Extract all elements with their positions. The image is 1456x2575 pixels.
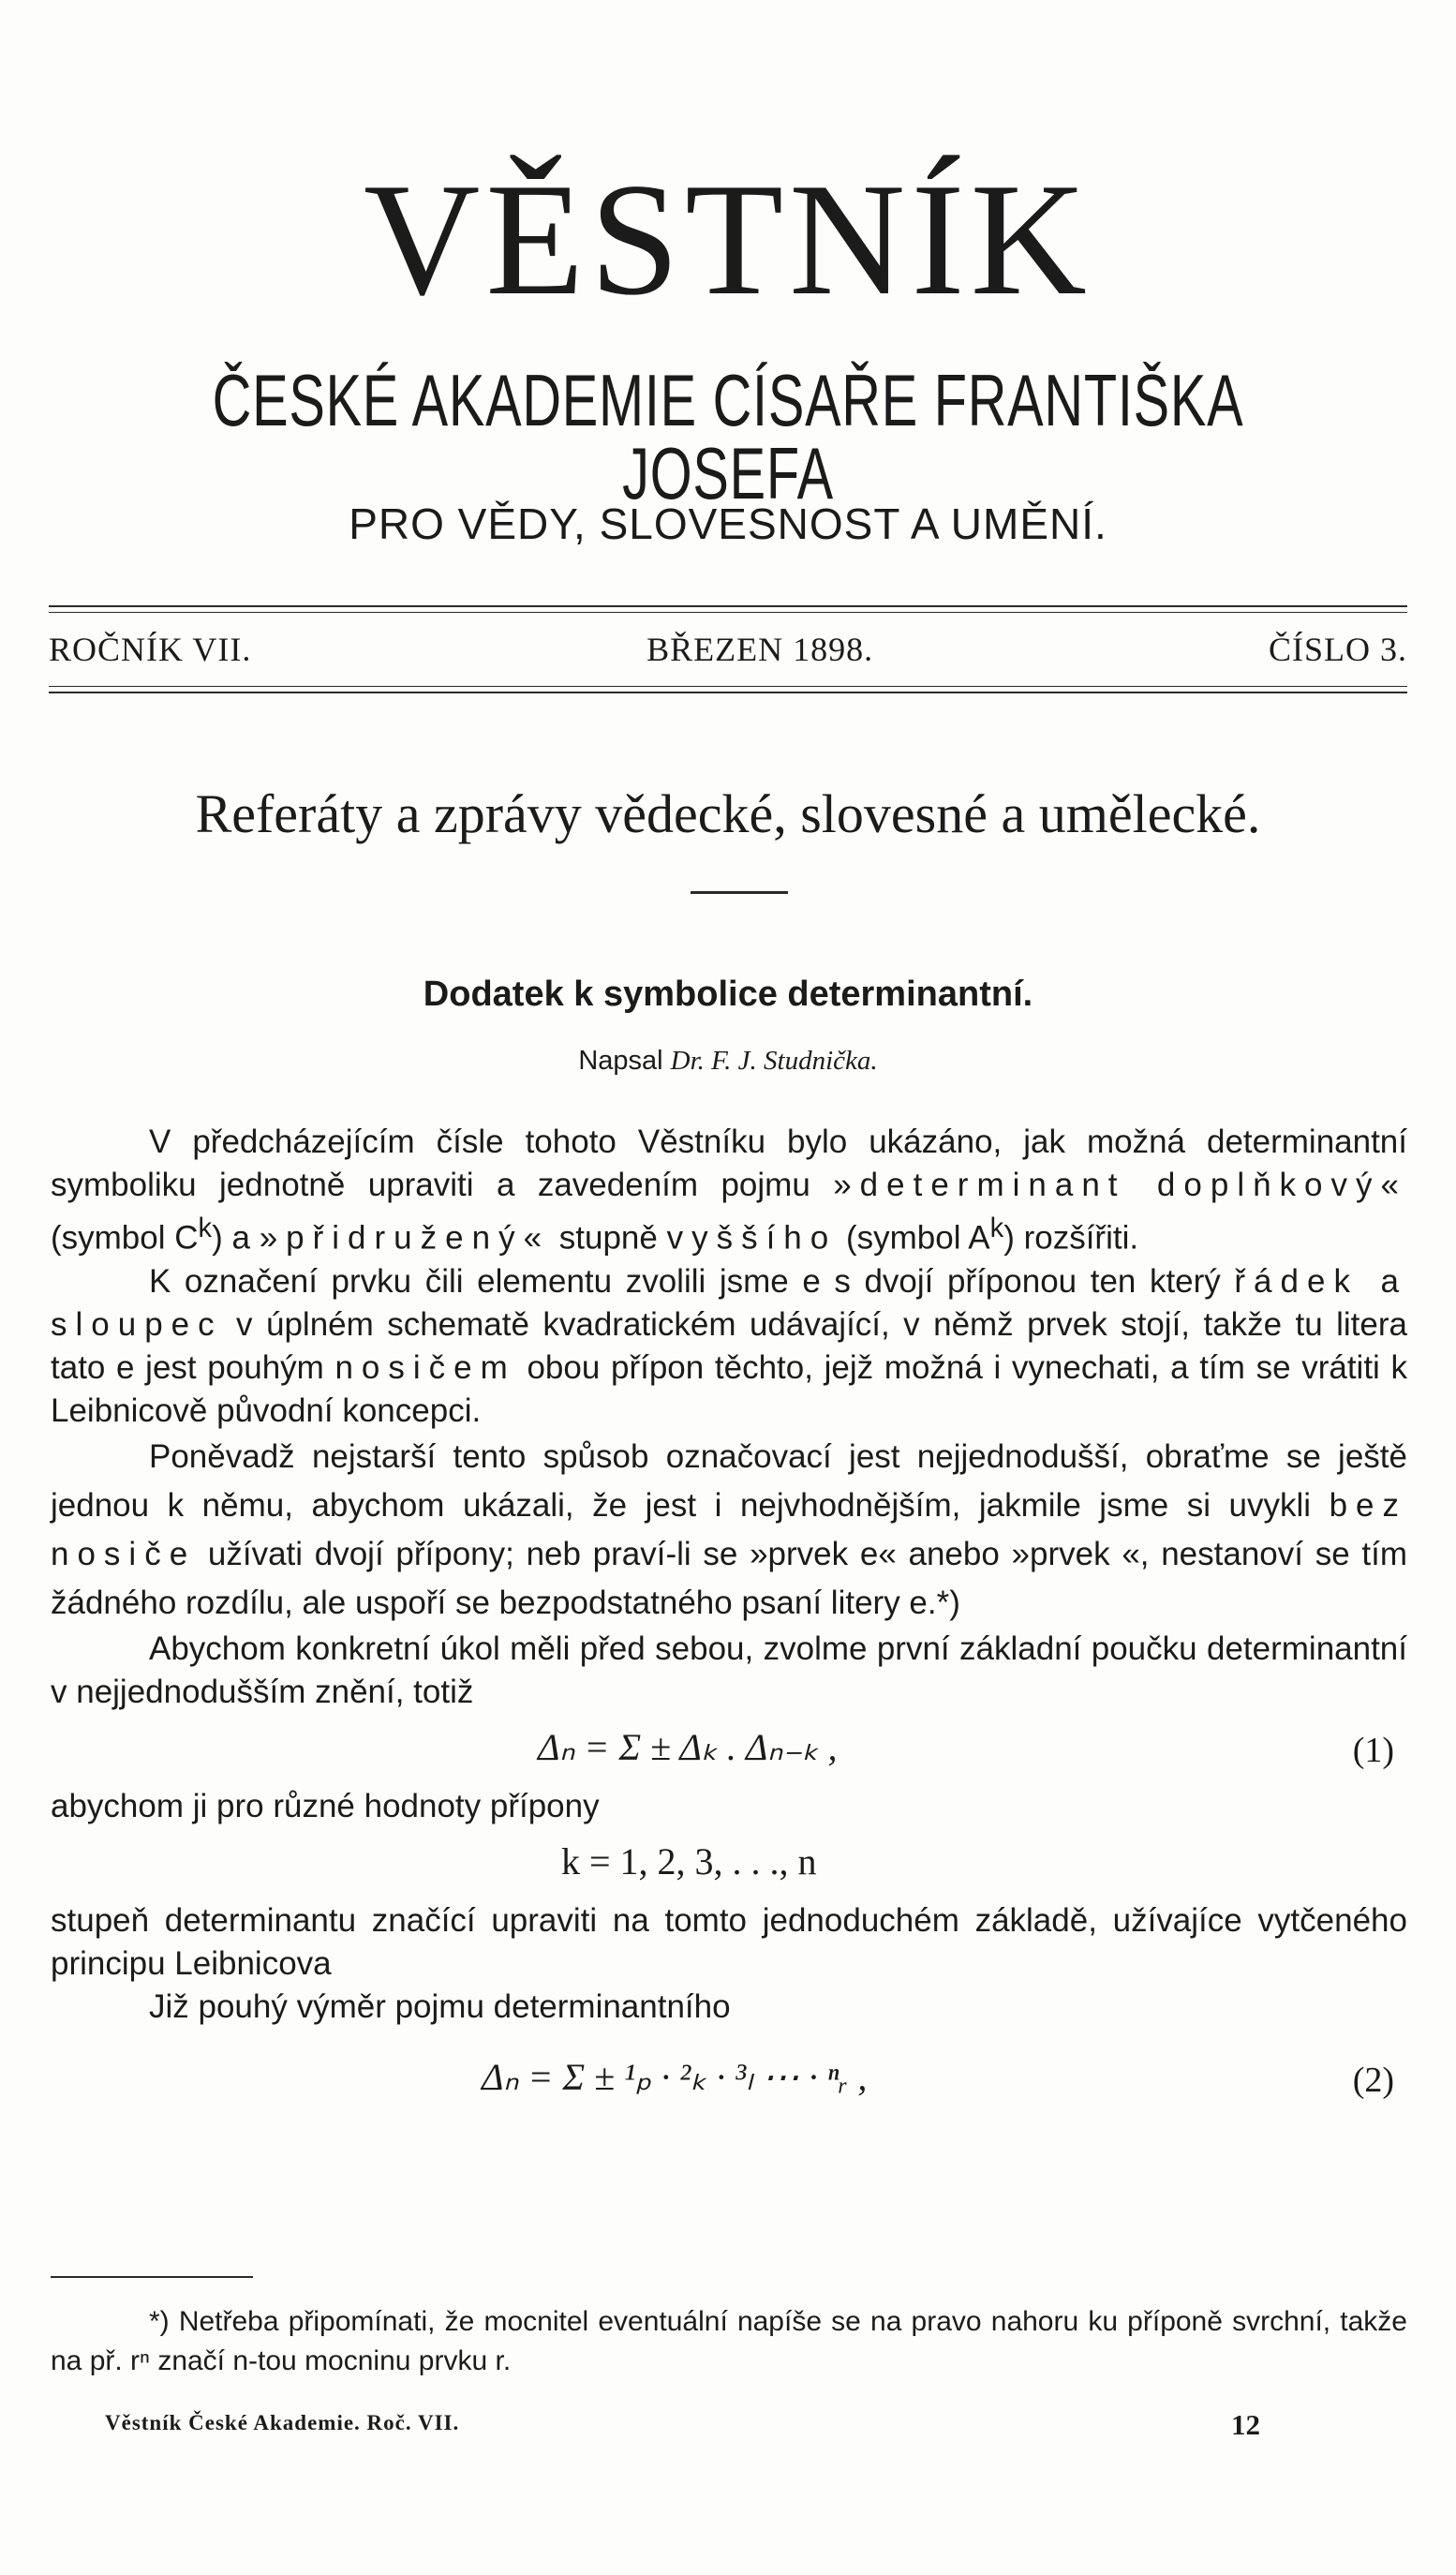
term-doplnkovy: »determinant doplňkový« bbox=[833, 1167, 1407, 1203]
masthead-title: VĚSTNÍK bbox=[364, 151, 1092, 329]
page-number: 12 bbox=[1231, 2408, 1260, 2441]
article-body bbox=[51, 1121, 1407, 2115]
term-vyssiho: vyššího bbox=[666, 1219, 838, 1257]
issue-number: ČÍSLO 3. bbox=[1268, 631, 1407, 668]
byline bbox=[0, 1048, 1456, 1075]
bottom-rule-inner bbox=[49, 686, 1407, 687]
equation-k bbox=[51, 1828, 1407, 1899]
equation-1-formula: Δₙ = Σ ± Δₖ . Δₙ₋ₖ , bbox=[538, 1725, 838, 1768]
section-title: Referáty a zprávy vědecké, slovesné a umělecké. bbox=[195, 783, 1261, 844]
academy-name: ČESKÉ AKADEMIE CÍSAŘE FRANTIŠKA JOSEFA bbox=[212, 359, 1244, 514]
footer-journal: Věstník České Akademie. Roč. VII. bbox=[105, 2411, 460, 2434]
paragraph-2: K označení prvku čili elementu zvolili jsme e s dvojí příponou ten který řádek a sloupec v úplném schematě kvadratickém udávající, v němž prvek stojí, takže tu litera tato e jest pouhým nosičem obou přípon těchto, jejž možná i vynechati, a tím se vrátiti k Leibnicově původní koncepci. bbox=[51, 1262, 1407, 1429]
issue-date: BŘEZEN 1898. bbox=[646, 631, 874, 668]
bottom-rule-outer bbox=[49, 692, 1407, 693]
term-nosicem: nosičem bbox=[334, 1348, 516, 1386]
section-divider bbox=[691, 891, 788, 894]
equation-1-number: (1) bbox=[1352, 1730, 1394, 1770]
footnote: *) Netřeba připomínati, že mocnitel eventuální napíše se na pravo nahoru ku příponě svrchní, takže na př. rⁿ značí n-tou mocninu prvku r. bbox=[51, 2306, 1407, 2376]
equation-2-number: (2) bbox=[1352, 2060, 1394, 2100]
paragraph-5: abychom ji pro různé hodnoty přípony bbox=[51, 1787, 600, 1824]
masthead-subtitle: PRO VĚDY, SLOVESNOST A UMĚNÍ. bbox=[349, 499, 1107, 548]
paragraph-1: V předcházejícím čísle tohoto Věstníku bylo ukázáno, jak možná determinantní symboliku jednotně upraviti a zavedením pojmu »determinant doplňkový« (symbol $C^k$) a »přidružený« stupně vyššího (symbol $A^k$) rozšířiti. bbox=[51, 1124, 1407, 1257]
equation-2-formula: Δₙ = Σ ± ¹ₚ · ²ₖ · ³ₗ ⋯ · ⁿᵣ , bbox=[482, 2055, 868, 2098]
equation-1 bbox=[51, 1714, 1407, 1785]
article-title: Dodatek k symbolice determinantní. bbox=[423, 975, 1033, 1014]
issue-line bbox=[49, 626, 1407, 673]
paragraph-6: stupeň determinantu značící upraviti na tomto jednoduchém základě, užívajíce vytčeného principu Leibnicova bbox=[51, 1901, 1407, 1982]
term-bez-nosice: bez nosiče bbox=[51, 1486, 1407, 1572]
equation-k-formula: k = 1, 2, 3, . . ., n bbox=[561, 1839, 817, 1883]
byline-prefix: Napsal bbox=[578, 1046, 663, 1076]
author-name: Dr. F. J. Studnička. bbox=[670, 1046, 878, 1076]
top-rule-inner bbox=[49, 612, 1407, 613]
issue-volume: ROČNÍK VII. bbox=[49, 631, 252, 668]
equation-2 bbox=[51, 2029, 1407, 2115]
term-radek-sloupec: řádek a sloupec bbox=[51, 1262, 1407, 1343]
term-pridruzeny: »přidružený« bbox=[259, 1219, 551, 1257]
paragraph-7: Již pouhý výměr pojmu determinantního bbox=[149, 1987, 731, 2025]
footnote-rule bbox=[51, 2276, 253, 2278]
top-rule-outer bbox=[49, 605, 1407, 607]
paragraph-3: Poněvadž nejstarší tento spůsob označovací jest nejjednodušší, obraťme se ještě jednou k němu, abychom ukázali, že jest i nejvhodnějším, jakmile jsme si uvykli bez nosiče užívati dvojí přípony; neb praví-li se »prvek e« anebo »prvek «, nestanoví se tím žádného rozdílu, ale uspoří se bezpodstatného psaní litery e.*) bbox=[51, 1437, 1407, 1621]
paragraph-4: Abychom konkretní úkol měli před sebou, zvolme první základní poučku determinantní v nejjednodušším znění, totiž bbox=[51, 1630, 1407, 1710]
